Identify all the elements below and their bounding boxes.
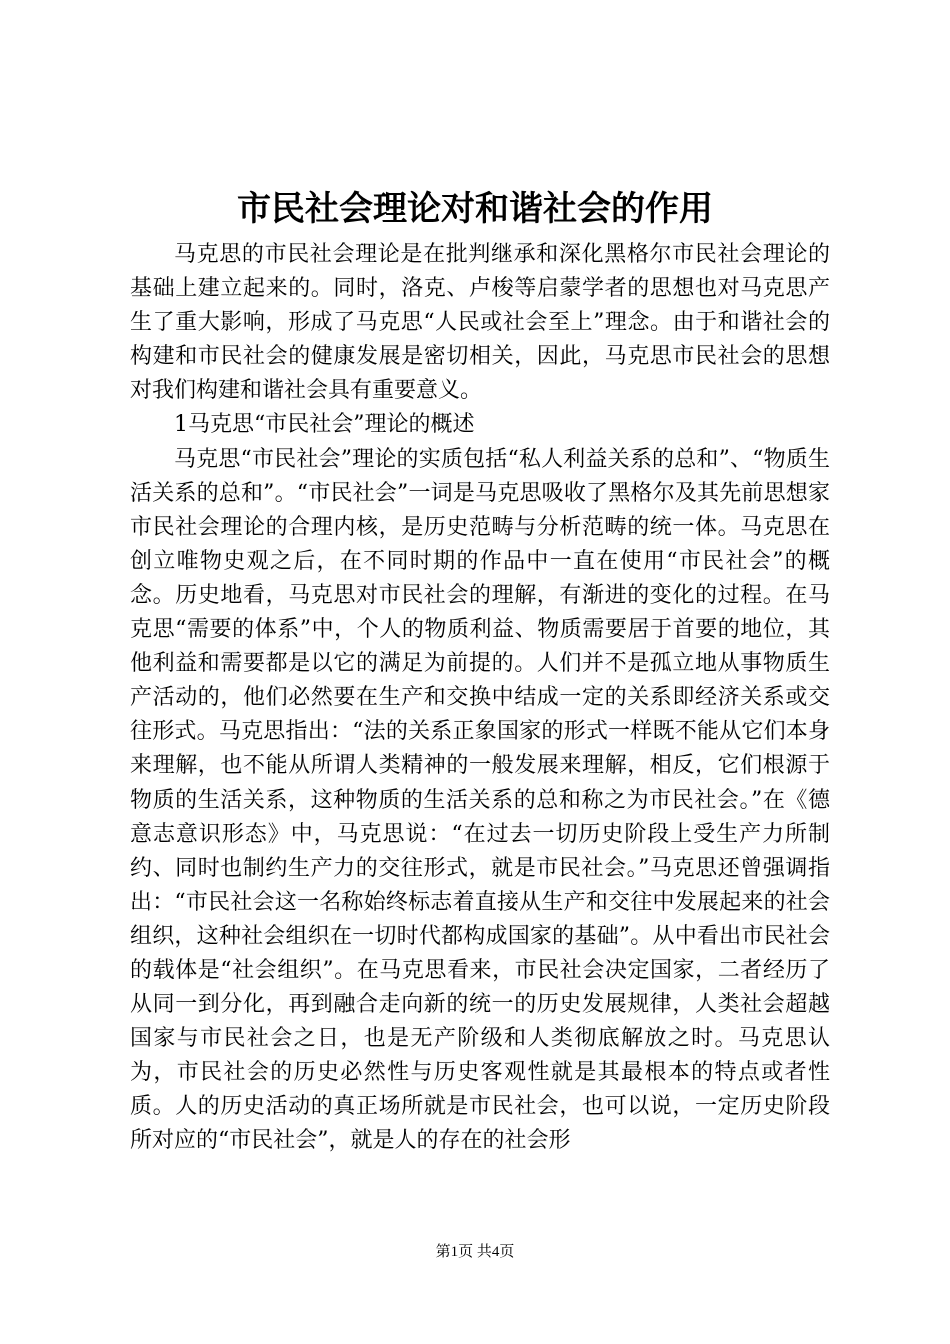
document-title: 市民社会理论对和谐社会的作用 <box>237 189 713 229</box>
document-body <box>130 238 830 1159</box>
body-paragraph: 马克思“市民社会”理论的实质包括“私人利益关系的总和”、“物质生活关系的总和”。“市民社会”一词是马克思吸收了黑格尔及其先前思想家市民社会理论的合理内核，是历史范畴与分析范畴的统一体。马克思在创立唯物史观之后，在不同时期的作品中一直在使用“市民社会”的概念。历史地看，马克思对市民社会的理解，有渐进的变化的过程。在马克思“需要的体系”中，个人的物质利益、物质需要居于首要的地位，其他利益和需要都是以它的满足为前提的。人们并不是孤立地从事物质生产活动的，他们必然要在生产和交换中结成一定的关系即经济关系或交往形式。马克思指出：“法的关系正象国家的形式一样既不能从它们本身来理解，也不能从所谓人类精神的一般发展来理解，相反，它们根源于物质的生活关系，这种物质的生活关系的总和称之为市民社会。”在《德意志意识形态》中，马克思说：“在过去一切历史阶段上受生产力所制约、同时也制约生产力的交往形式，就是市民社会。”马克思还曾强调指出：“市民社会这一名称始终标志着直接从生产和交往中发展起来的社会组织，这种社会组织在一切时代都构成国家的基础”。从中看出市民社会的载体是“社会组织”。在马克思看来，市民社会决定国家，二者经历了从同一到分化，再到融合走向新的统一的历史发展规律，人类社会超越国家与市民社会之日，也是无产阶级和人类彻底解放之时。马克思认为，市民社会的历史必然性与历史客观性就是其最根本的特点或者性质。人的历史活动的真正场所就是市民社会，也可以说，一定历史阶段所对应的“市民社会”，就是人的存在的社会形 <box>130 446 830 1154</box>
page-number: 第1页 共4页 <box>435 1244 515 1260</box>
section-heading: 1马克思“市民社会”理论的概述 <box>174 412 475 438</box>
intro-paragraph: 马克思的市民社会理论是在批判继承和深化黑格尔市民社会理论的基础上建立起来的。同时，洛克、卢梭等启蒙学者的思想也对马克思产生了重大影响，形成了马克思“人民或社会至上”理念。由于和谐社会的构建和市民社会的健康发展是密切相关，因此，马克思市民社会的思想对我们构建和谐社会具有重要意义。 <box>130 242 830 404</box>
